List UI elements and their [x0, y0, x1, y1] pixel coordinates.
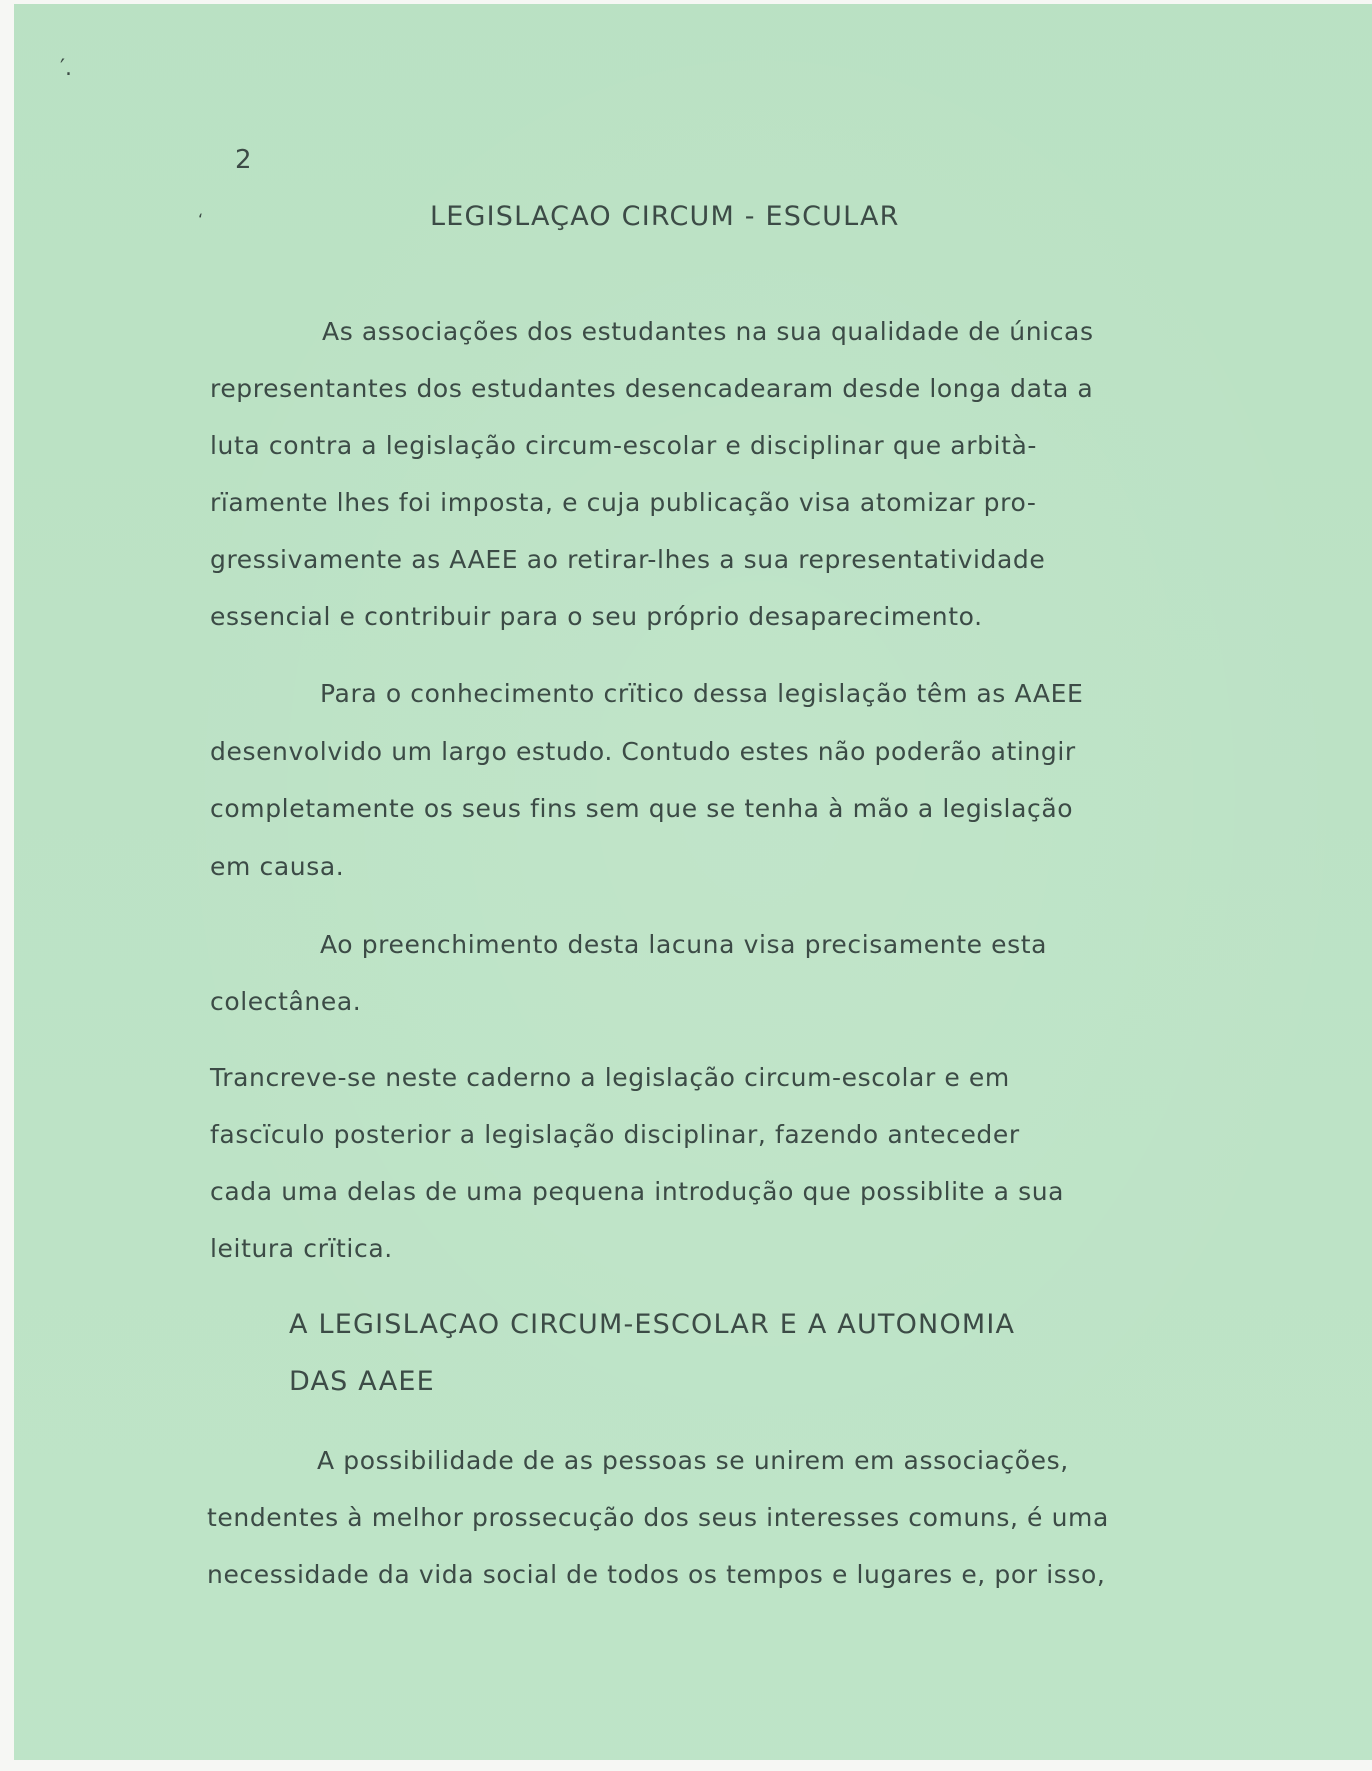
- paragraph-line: completamente os seus fins sem que se tenha à mão a legislação: [210, 794, 1074, 823]
- section-heading-line: A LEGISLAÇAO CIRCUM-ESCOLAR E A AUTONOMIA: [289, 1309, 1016, 1340]
- paragraph-line: colectânea.: [210, 987, 362, 1016]
- paragraph-line: necessidade da vida social de todos os tempos e lugares e, por isso,: [207, 1560, 1106, 1589]
- paragraph-line: fascïculo posterior a legislação disciplinar, fazendo anteceder: [210, 1120, 1020, 1149]
- paragraph-line: gressivamente as AAEE ao retirar-lhes a sua representatividade: [210, 545, 1046, 574]
- page-number: 2: [235, 145, 253, 175]
- paragraph-line: A possibilidade de as pessoas se unirem em associações,: [317, 1446, 1069, 1475]
- paragraph-line: essencial e contribuir para o seu próprio desaparecimento.: [210, 602, 983, 631]
- paragraph-line: Ao preenchimento desta lacuna visa precisamente esta: [320, 930, 1048, 959]
- paragraph-line: leitura crïtica.: [210, 1234, 393, 1263]
- page-title: LEGISLAÇAO CIRCUM - ESCULAR: [430, 201, 900, 232]
- paragraph-line: luta contra a legislação circum-escolar e disciplinar que arbità-: [210, 431, 1038, 460]
- paper-sheet: [14, 4, 1372, 1760]
- section-heading-line: DAS AAEE: [289, 1366, 435, 1397]
- paragraph-line: Para o conhecimento crïtico dessa legislação têm as AAEE: [320, 679, 1084, 708]
- paragraph-line: As associações dos estudantes na sua qualidade de únicas: [322, 317, 1094, 346]
- paragraph-line: Trancreve-se neste caderno a legislação circum-escolar e em: [210, 1063, 1010, 1092]
- paragraph-line: representantes dos estudantes desencadearam desde longa data a: [210, 374, 1094, 403]
- ink-speck: ‘: [198, 210, 204, 229]
- paragraph-line: em causa.: [210, 852, 345, 881]
- paragraph-line: cada uma delas de uma pequena introdução que possiblite a sua: [210, 1177, 1065, 1206]
- ink-speck: ′.: [60, 56, 72, 81]
- paragraph-line: desenvolvido um largo estudo. Contudo estes não poderão atingir: [210, 737, 1076, 766]
- paragraph-line: tendentes à melhor prossecução dos seus interesses comuns, é uma: [207, 1503, 1109, 1532]
- paragraph-line: rïamente lhes foi imposta, e cuja publicação visa atomizar pro-: [210, 488, 1037, 517]
